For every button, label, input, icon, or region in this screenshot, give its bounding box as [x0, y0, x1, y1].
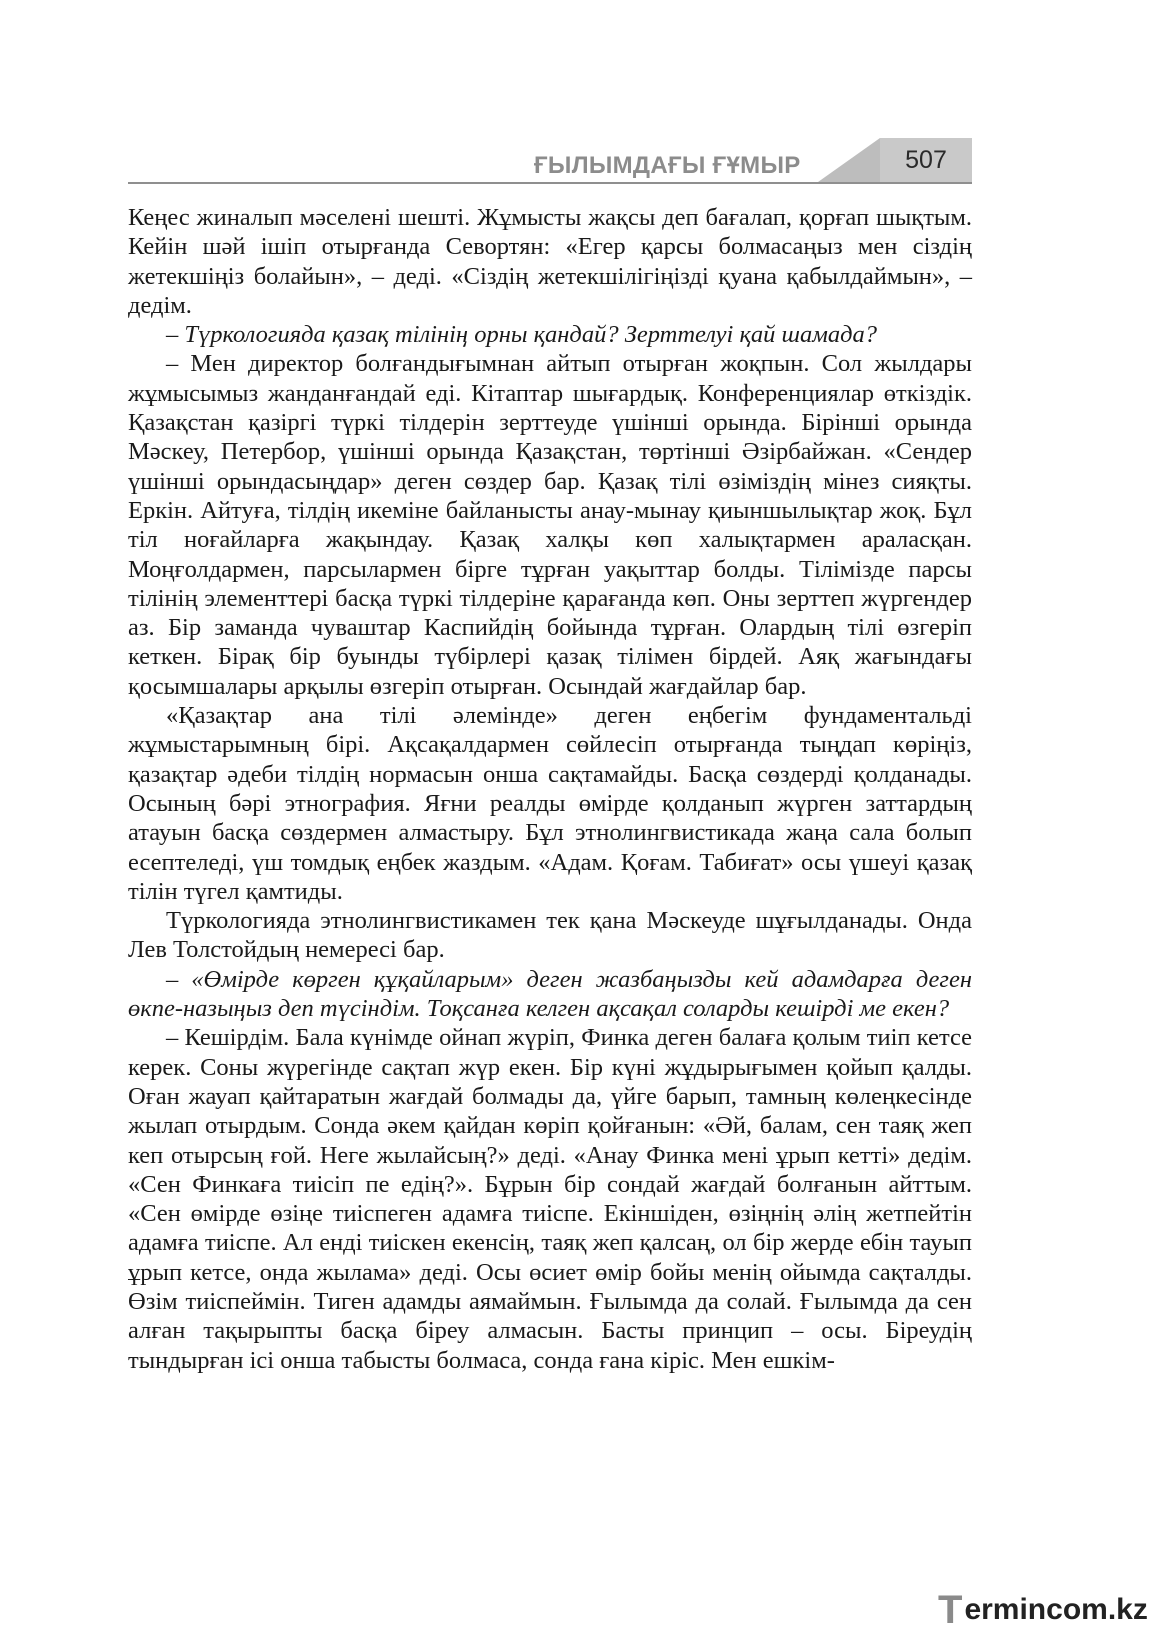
watermark-text: ermincom.kz [964, 1593, 1148, 1626]
watermark-logo-letter: T [938, 1588, 963, 1632]
interview-question: – «Өмірде көрген құқайларым» деген жазбаңызды кей адамдарға деген өкпе-назыңыз деп түсіндім. Тоқсанға келген ақсақал соларды кешірді ме екен? [128, 965, 972, 1023]
section-title: ҒЫЛЫМДАҒЫ ҒҰМЫР [534, 152, 801, 179]
interview-question: – Түркологияда қазақ тілінің орны қандай? Зерттелуі қай шамада? [166, 321, 878, 349]
paragraph: – Мен директор болғандығымнан айтып отырған жоқпын. Сол жылдары жұмысымыз жанданғандай еді. Кітаптар шығардық. Конференциялар өткіздік. Қазақстан қазіргі түркі тілдерін зерттеуде үшінші орында. Бірінші орында Мәскеу, Петербор, үшінші орында Қазақстан, төртінші Әзірбайжан. «Сендер үшінші орындасыңдар» деген сөздер бар. Қазақ тілі өзіміздің мінез сияқты. Еркін. Айтуға, тілдің икеміне байланысты анау-мынау қиыншылықтар жоқ. Бұл тіл ноғайларға жақындау. Қазақ халқы көп халықтармен араласқан. Моңғолдармен, парсылармен бірге тұрған уақыттар болды. Тілімізде парсы тілінің элементтері басқа түркі тілдеріне қарағанда көп. Оны зерттеп жүргендер аз. Бір заманда чуваштар Каспийдің бойында тұрған. Олардың тілі өзгеріп кеткен. Бірақ бір буынды түбірлері қазақ тілімен бірдей. Аяқ жағындағы қосымшалары арқылы өзгеріп отырған. Осындай жағдайлар бар. [128, 350, 972, 700]
site-watermark [938, 1590, 1148, 1630]
paragraph: Түркологияда этнолингвистикамен тек қана Мәскеуде шұғылданады. Онда Лев Толстойдың немересі бар. [128, 907, 972, 964]
paragraph: Кеңес жиналып мәселені шешті. Жұмысты жақсы деп бағалап, қорғап шықтым. Кейін шәй ішіп отырғанда Севортян: «Егер қарсы болмасаңыз мен сіздің жетекшіңіз болайын», – деді. «Сіздің жетекшілігіңізді қуана қабылдаймын», – дедім. [128, 204, 972, 319]
paragraph: «Қазақтар ана тілі әлемінде» деген еңбегім фундаментальді жұмыстарымның бірі. Ақсақалдармен сөйлесіп отырғанда тыңдап көріңіз, қазақтар әдеби тілдің нормасын онша сақтамайды. Басқа сөздерді қолданады. Осының бәрі этнография. Яғни реалды өмірде қолданып жүрген заттардың атауын басқа сөздермен алмастыру. Бұл этнолингвистикада жаңа сала болып есептеледі, үш томдық еңбек жаздым. «Адам. Қоғам. Табиғат» осы үшеуі қазақ тілін түгел қамтиды. [128, 702, 972, 905]
header-rule [128, 182, 972, 184]
body-text [128, 203, 972, 1375]
paragraph: – Кешірдім. Бала күнімде ойнап жүріп, Финка деген балаға қолым тиіп кетсе керек. Соны жүрегінде сақтап жүр екен. Бір күні жұдырығымен қойып қалды. Оған жауап қайтаратын жағдай болмады да, үйге барып, тамның көлеңкесінде жылап отырдым. Сонда әкем қайдан көріп қойғанын: «Әй, балам, сен таяқ жеп кеп отырсың ғой. Неге жылайсың?» деді. «Анау Финка мені ұрып кетті» дедім. «Сен Финкаға тиісіп пе едің?». Бұрын бір сондай жағдай болғанын айттым. «Сен өмірде өзіңе тиіспеген адамға тиіспе. Екіншіден, өзіңнің әлің жетпейтін адамға тиіспе. Ал енді тиіскен екенсің, таяқ жеп қалсаң, ол бір жерде ебін тауып ұрып кетсе, онда жылама» деді. Осы өсиет өмір бойы менің ойымда сақталды. Өзім тиіспеймін. Тиген адамды аямаймын. Ғылымда да солай. Ғылымда да сен алған тақырыпты басқа біреу алмасын. Басты принцип – осы. Біреудің тындырған ісі онша табысты болмаса, сонда ғана кіріс. Мен ешкім- [128, 1024, 972, 1374]
page-number: 507 [905, 146, 947, 174]
header-wedge-decoration [818, 138, 880, 182]
